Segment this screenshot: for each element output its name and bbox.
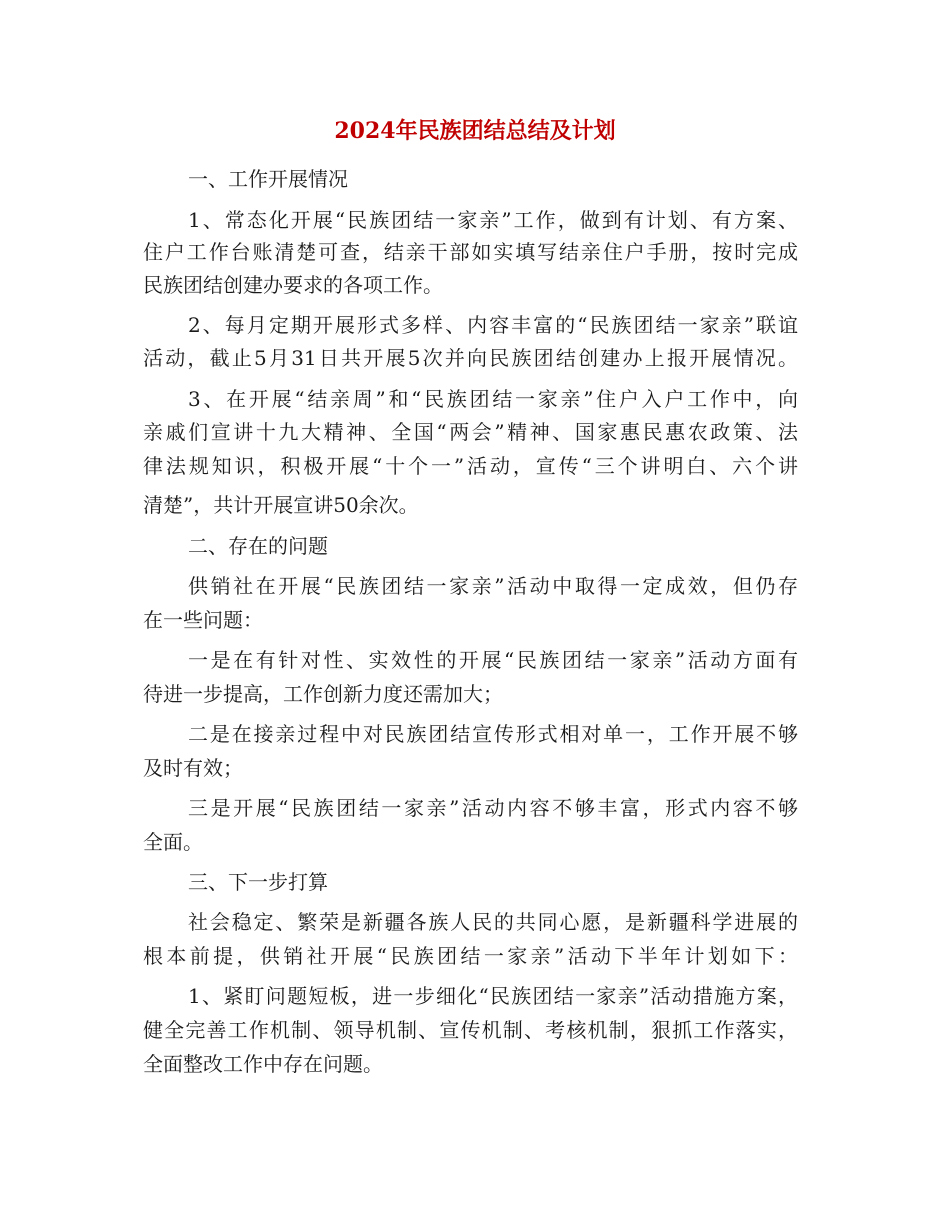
paragraph-line: 亲戚们宣讲十九大精神、全国“两会”精神、国家惠民惠农政策、法 bbox=[143, 420, 798, 444]
paragraph-line: 民族团结创建办要求的各项工作。 bbox=[143, 273, 443, 297]
paragraph-line: 活动，截止5月31日共开展5次并向民族团结创建办上报开展情况。 bbox=[143, 346, 798, 370]
paragraph-line: 3、在开展“结亲周”和“民族团结一家亲”住户入户工作中，向 bbox=[188, 387, 798, 411]
paragraph-line: 一是在有针对性、实效性的开展“民族团结一家亲”活动方面有 bbox=[188, 648, 798, 672]
paragraph-line: 社会稳定、繁荣是新疆各族人民的共同心愿，是新疆科学进展的 bbox=[188, 910, 798, 934]
paragraph-line: 1、紧盯问题短板，进一步细化“民族团结一家亲”活动措施方案， bbox=[188, 984, 798, 1008]
paragraph-line: 供销社在开展“民族团结一家亲”活动中取得一定成效，但仍存 bbox=[188, 574, 798, 598]
section-heading-1: 一、工作开展情况 bbox=[188, 167, 348, 191]
paragraph-line: 在一些问题： bbox=[143, 608, 263, 632]
section-heading-2: 二、存在的问题 bbox=[188, 534, 328, 558]
section-heading-3: 三、下一步打算 bbox=[188, 870, 328, 894]
paragraph-line: 律法规知识，积极开展“十个一”活动，宣传“三个讲明白、六个讲 bbox=[143, 454, 798, 478]
paragraph-line: 2、每月定期开展形式多样、内容丰富的“民族团结一家亲”联谊 bbox=[188, 313, 798, 337]
paragraph-line: 三是开展“民族团结一家亲”活动内容不够丰富，形式内容不够 bbox=[188, 796, 798, 820]
paragraph-line: 住户工作台账清楚可查，结亲干部如实填写结亲住户手册，按时完成 bbox=[143, 240, 798, 264]
paragraph-line: 全面整改工作中存在问题。 bbox=[143, 1052, 383, 1076]
paragraph-line: 待进一步提高，工作创新力度还需加大； bbox=[143, 682, 503, 706]
paragraph-line: 1、常态化开展“民族团结一家亲”工作，做到有计划、有方案、 bbox=[188, 208, 798, 232]
document-title: 2024年民族团结总结及计划 bbox=[334, 118, 616, 144]
paragraph-line: 清楚”，共计开展宣讲50余次。 bbox=[143, 493, 419, 517]
paragraph-line: 及时有效； bbox=[143, 756, 243, 780]
paragraph-line: 全面。 bbox=[143, 830, 203, 854]
paragraph-line: 二是在接亲过程中对民族团结宣传形式相对单一，工作开展不够 bbox=[188, 722, 798, 746]
paragraph-line: 健全完善工作机制、领导机制、宣传机制、考核机制，狠抓工作落实， bbox=[143, 1018, 798, 1042]
paragraph-line: 根本前提，供销社开展“民族团结一家亲”活动下半年计划如下： bbox=[143, 944, 798, 968]
